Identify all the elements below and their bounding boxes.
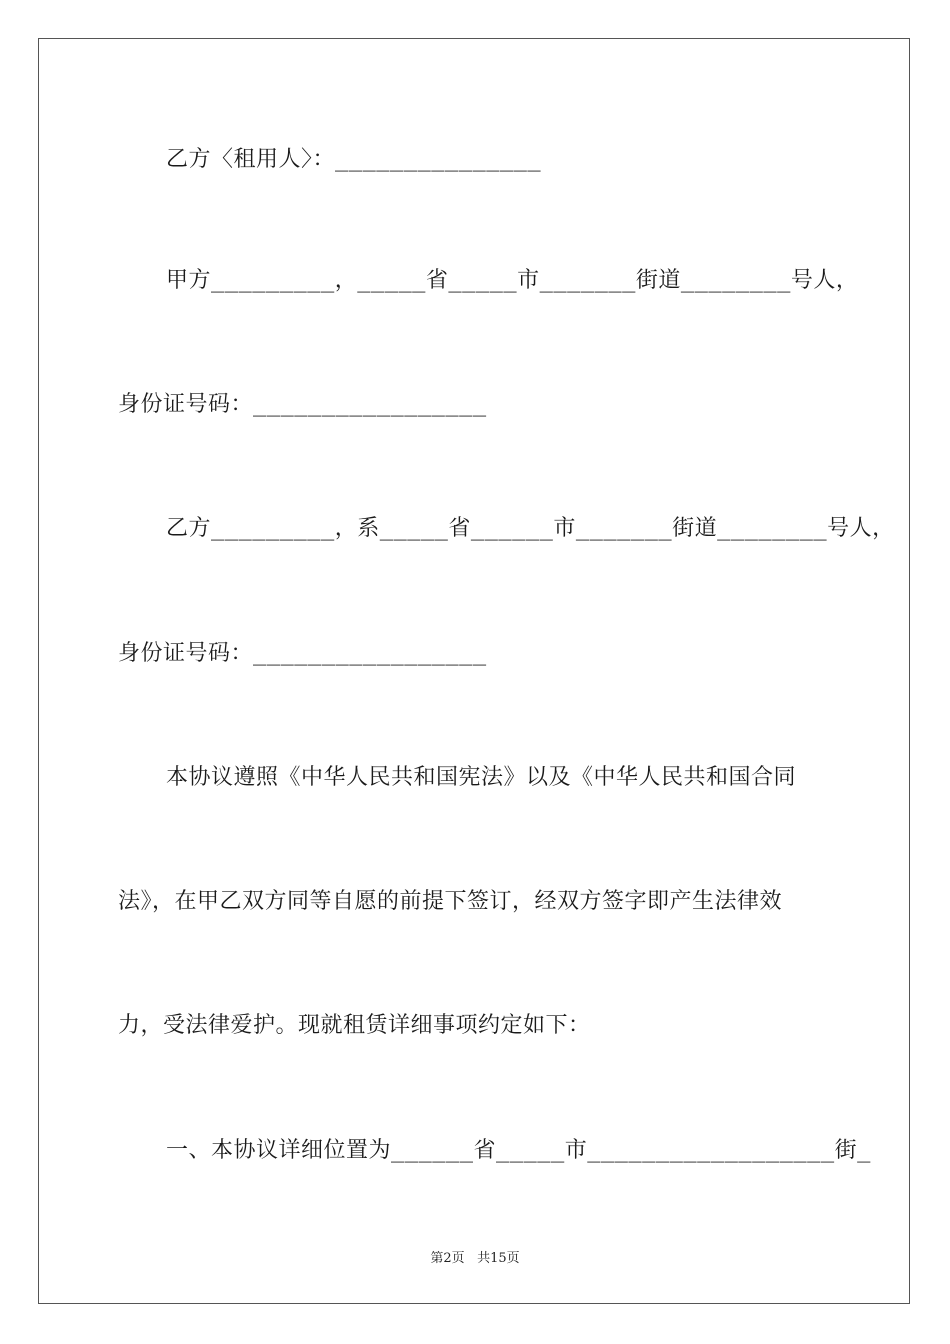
agreement-basis-line-2: 法》，在甲乙双方同等自愿的前提下签订，经双方签字即产生法律效 (118, 889, 783, 914)
clause-one-location-line: 一、本协议详细位置为______省_____市__________________街_ (166, 1138, 871, 1163)
party-a-id-line: 身份证号码：_________________ (118, 392, 487, 417)
lessee-label-line: 乙方〈租用人〉：_______________ (166, 147, 542, 172)
party-b-address-line: 乙方_________，系_____省______市_______街道________号人， (166, 516, 895, 541)
page-frame (38, 38, 910, 1304)
page-total: 共15页 (477, 1251, 520, 1266)
agreement-basis-line-1: 本协议遵照《中华人民共和国宪法》以及《中华人民共和国合同 (166, 765, 797, 790)
page-number: 第2页 (430, 1251, 465, 1266)
party-b-id-line: 身份证号码：_________________ (118, 641, 487, 666)
party-a-address-line: 甲方_________，_____省_____市_______街道________号人， (166, 268, 859, 293)
page-footer (0, 1247, 950, 1266)
agreement-basis-line-3: 力，受法律爱护。现就租赁详细事项约定如下： (118, 1013, 591, 1038)
